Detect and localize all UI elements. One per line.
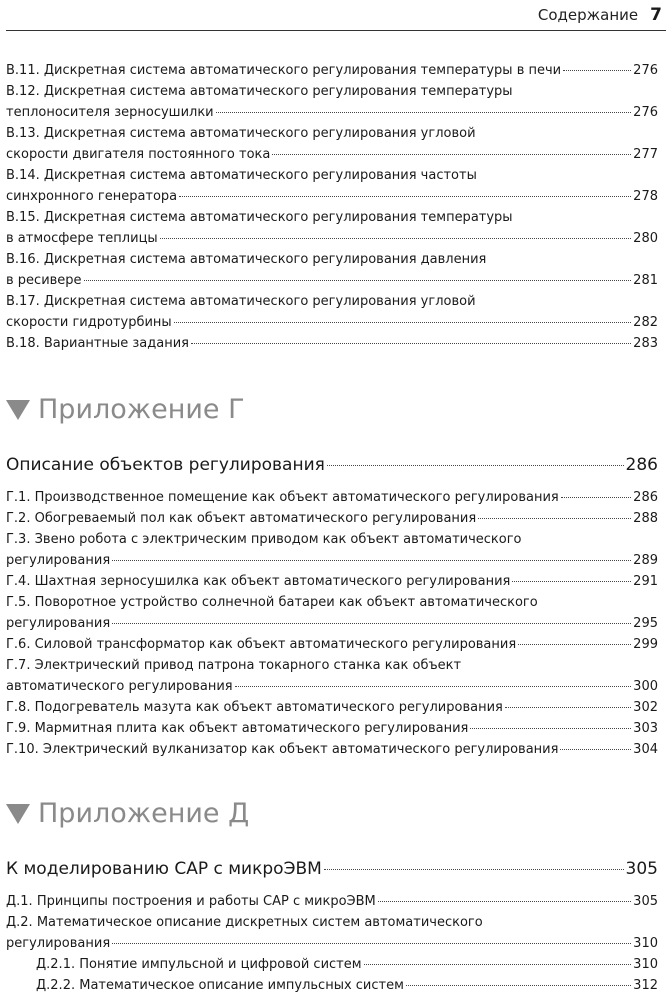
leader-dots — [470, 727, 631, 729]
toc-entry-line — [6, 891, 658, 912]
leader-dots — [112, 622, 631, 624]
leader-dots — [272, 153, 631, 155]
leader-dots — [364, 963, 632, 965]
toc-entry-title: Г.9. Мармитная плита как объект автоматического регулирования — [6, 721, 469, 736]
leader-dots — [560, 748, 631, 750]
toc-entry[interactable] — [6, 81, 658, 123]
toc-entry-title: Д.1. Принципы построения и работы САР с микроЭВМ — [6, 894, 376, 909]
running-header — [6, 0, 666, 31]
toc-entry-line — [6, 60, 658, 81]
toc-entry[interactable] — [6, 592, 658, 634]
toc-page-number: 300 — [633, 679, 658, 694]
toc-entry-line — [6, 676, 658, 697]
toc-entry[interactable] — [6, 975, 658, 996]
toc-entry[interactable] — [6, 891, 658, 912]
toc-entry[interactable] — [6, 739, 658, 760]
toc-entry-line — [6, 144, 658, 165]
toc-entry[interactable] — [6, 207, 658, 249]
toc-entry[interactable] — [6, 634, 658, 655]
toc-entry-title: Г.6. Силовой трансформатор как объект автоматического регулирования — [6, 637, 517, 652]
toc-entry-line — [6, 697, 658, 718]
appendix-g-title: Приложение Г — [38, 394, 245, 425]
toc-entry-title: Г.8. Подогреватель мазута как объект автоматического регулирования — [6, 700, 503, 715]
toc-entry[interactable] — [6, 718, 658, 739]
leader-dots — [563, 69, 631, 71]
appendix-d-heading — [6, 798, 658, 829]
toc-entry-title-cont: скорости двигателя постоянного тока — [6, 147, 271, 162]
toc-entry-title: В.15. Дискретная система автоматического регулирования температуры — [6, 210, 513, 225]
leader-dots — [160, 237, 631, 239]
toc-entry-line — [6, 333, 658, 354]
toc-entry-line — [6, 571, 658, 592]
toc-entry-title-cont: теплоносителя зерносушилки — [6, 105, 214, 120]
toc-page-number: 295 — [633, 616, 658, 631]
toc-entry-title: Г.7. Электрический привод патрона токарного станка как объект — [6, 658, 462, 673]
toc-entry[interactable] — [6, 912, 658, 954]
toc-entry-title-cont: скорости гидротурбины — [6, 315, 172, 330]
toc-page-number: 312 — [633, 978, 658, 993]
toc-page-number: 305 — [625, 859, 658, 879]
toc-entry-line — [6, 102, 658, 123]
toc-entry[interactable] — [6, 508, 658, 529]
toc-entry-title: Г.5. Поворотное устройство солнечной батареи как объект автоматического — [6, 595, 538, 610]
toc-entry-line — [6, 508, 658, 529]
leader-dots — [112, 559, 631, 561]
toc-entry[interactable] — [6, 333, 658, 354]
toc-entry-line — [6, 186, 658, 207]
toc-entry-title: Г.4. Шахтная зерносушилка как объект автоматического регулирования — [6, 574, 511, 589]
toc-page-number: 282 — [633, 315, 658, 330]
leader-dots — [174, 321, 631, 323]
toc-page-number: 303 — [633, 721, 658, 736]
toc-page-number: 278 — [633, 189, 658, 204]
toc-page-number: 291 — [633, 574, 658, 589]
triangle-down-icon — [6, 400, 30, 420]
toc-page-number: 277 — [633, 147, 658, 162]
toc-entry-line — [6, 739, 658, 760]
toc-entry-title-cont: регулирования — [6, 553, 111, 568]
leader-dots — [191, 342, 631, 344]
leader-dots — [378, 900, 631, 902]
toc-entry-title: В.13. Дискретная система автоматического регулирования угловой — [6, 126, 476, 141]
toc-section-title: К моделированию САР с микроЭВМ — [6, 859, 322, 879]
leader-dots — [112, 942, 631, 944]
leader-dots — [406, 984, 631, 986]
toc-page-number: 302 — [633, 700, 658, 715]
toc-entry[interactable] — [6, 571, 658, 592]
toc-group-g — [6, 487, 658, 760]
page-number: 7 — [650, 5, 662, 25]
toc-page-number: 283 — [633, 336, 658, 351]
toc-entry-title: В.18. Вариантные задания — [6, 336, 189, 351]
toc-entry-title: Г.3. Звено робота с электрическим приводом как объект автоматического — [6, 532, 522, 547]
toc-page-number: 281 — [633, 273, 658, 288]
toc-entry-line — [6, 312, 658, 333]
toc-page-number: 304 — [633, 742, 658, 757]
toc-entry[interactable] — [6, 249, 658, 291]
toc-entry-title: В.14. Дискретная система автоматического регулирования частоты — [6, 168, 477, 183]
triangle-down-icon — [6, 804, 30, 824]
toc-section-d[interactable] — [6, 857, 658, 881]
leader-dots — [518, 643, 631, 645]
toc-entry-title-cont: регулирования — [6, 936, 111, 951]
toc-page-number: 286 — [625, 455, 658, 475]
leader-dots — [235, 685, 632, 687]
toc-entry-title: В.11. Дискретная система автоматического регулирования температуры в печи — [6, 63, 562, 78]
leader-dots — [324, 868, 624, 870]
toc-entry[interactable] — [6, 291, 658, 333]
toc-entry-title: Г.1. Производственное помещение как объект автоматического регулирования — [6, 490, 559, 505]
toc-page-number: 280 — [633, 231, 658, 246]
leader-dots — [478, 517, 631, 519]
toc-entry-title: Д.2.1. Понятие импульсной и цифровой систем — [36, 957, 362, 972]
toc-group-v — [6, 60, 658, 354]
toc-page-number: 289 — [633, 553, 658, 568]
toc-entry-line — [6, 718, 658, 739]
running-header-title: Содержание — [537, 6, 639, 24]
toc-page-number: 288 — [633, 511, 658, 526]
toc-entry-title-cont: в атмосфере теплицы — [6, 231, 158, 246]
leader-dots — [561, 496, 631, 498]
toc-entry-title: Г.10. Электрический вулканизатор как объект автоматического регулирования — [6, 742, 559, 757]
appendix-d-title: Приложение Д — [38, 798, 250, 829]
toc-page-number: 305 — [633, 894, 658, 909]
toc-entry-line — [6, 270, 658, 291]
toc-page-number: 310 — [633, 957, 658, 972]
toc-entry-line — [6, 228, 658, 249]
toc-section-g[interactable] — [6, 453, 658, 477]
toc-entry-line — [6, 634, 658, 655]
toc-section-title: Описание объектов регулирования — [6, 455, 325, 475]
toc-page-number: 310 — [633, 936, 658, 951]
toc-entry-title-cont: в ресивере — [6, 273, 82, 288]
toc-group-d — [6, 891, 658, 996]
leader-dots — [216, 111, 632, 113]
leader-dots — [327, 464, 624, 466]
appendix-g-heading — [6, 394, 658, 425]
toc-entry-line — [6, 933, 658, 954]
toc-entry-title-cont: синхронного генератора — [6, 189, 178, 204]
toc-entry[interactable] — [6, 60, 658, 81]
leader-dots — [512, 580, 631, 582]
toc-entry[interactable] — [6, 529, 658, 571]
toc-page-number: 276 — [633, 105, 658, 120]
toc-entry-title-cont: регулирования — [6, 616, 111, 631]
toc-entry-title: Г.2. Обогреваемый пол как объект автоматического регулирования — [6, 511, 477, 526]
leader-dots — [179, 195, 631, 197]
toc-entry-title: В.16. Дискретная система автоматического регулирования давления — [6, 252, 487, 267]
toc-entry-title-cont: автоматического регулирования — [6, 679, 233, 694]
leader-dots — [505, 706, 631, 708]
toc-entry-title: В.12. Дискретная система автоматического регулирования температуры — [6, 84, 513, 99]
toc-entry[interactable] — [6, 487, 658, 508]
toc-entry-line — [36, 975, 658, 996]
toc-entry-line — [6, 550, 658, 571]
toc-entry[interactable] — [6, 697, 658, 718]
toc-page-number: 286 — [633, 490, 658, 505]
toc-content — [6, 60, 658, 996]
toc-entry-title: Д.2. Математическое описание дискретных систем автоматического — [6, 915, 483, 930]
toc-entry-line — [6, 487, 658, 508]
toc-entry-title: Д.2.2. Математическое описание импульсных систем — [36, 978, 404, 993]
toc-page-number: 276 — [633, 63, 658, 78]
toc-entry[interactable] — [6, 123, 658, 165]
toc-entry[interactable] — [6, 655, 658, 697]
toc-entry[interactable] — [6, 954, 658, 975]
toc-entry-line — [36, 954, 658, 975]
leader-dots — [84, 279, 632, 281]
toc-entry-line — [6, 613, 658, 634]
toc-entry[interactable] — [6, 165, 658, 207]
toc-page-number: 299 — [633, 637, 658, 652]
toc-entry-title: В.17. Дискретная система автоматического регулирования угловой — [6, 294, 476, 309]
